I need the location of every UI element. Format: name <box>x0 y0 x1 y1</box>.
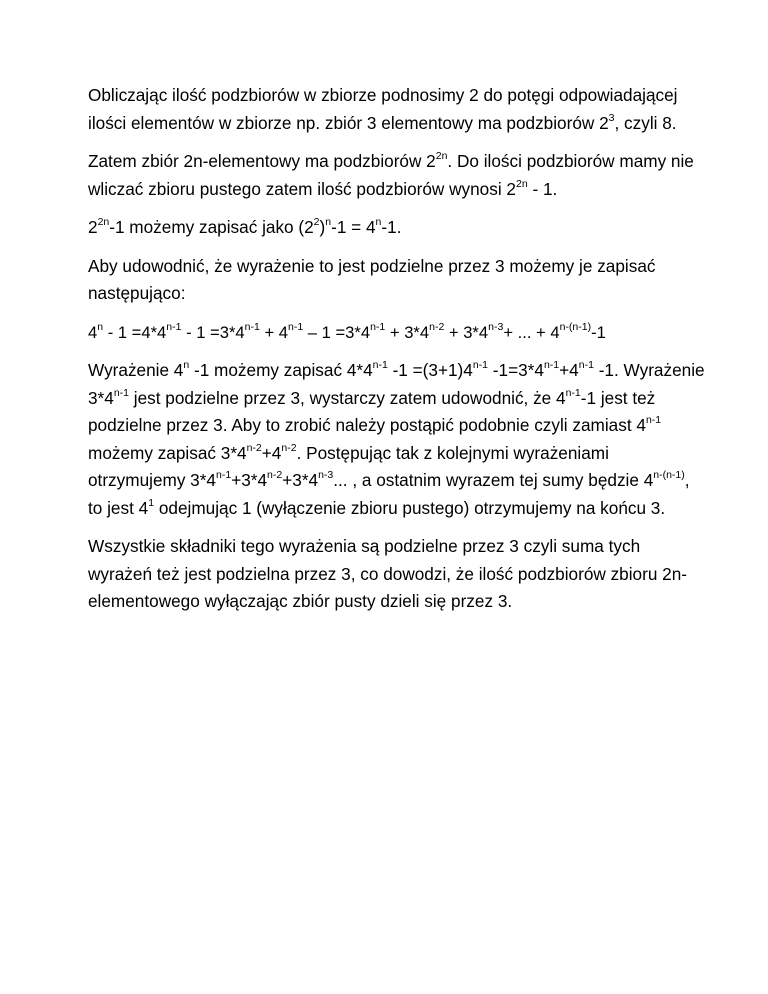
superscript: n <box>183 359 190 372</box>
text-run: -1 = 4 <box>331 217 376 237</box>
text-run: -1 możemy zapisać 4*4 <box>189 360 373 380</box>
text-run: -1 jest też podzielne przez 3. Aby to zrobić należy postąpić podobnie czyli zamiast 4 <box>88 387 656 435</box>
text-run: -1. Wyrażenie 3*4 <box>88 360 705 408</box>
superscript: 2n <box>515 177 528 190</box>
superscript: n-1 <box>372 359 388 372</box>
text-run: + 3*4 <box>444 322 489 342</box>
superscript: 2n <box>435 150 448 163</box>
superscript: n-(n-1) <box>653 469 685 482</box>
paragraph-2n-set <box>88 148 708 203</box>
text-run: Obliczając ilość podzbiorów w zbiorze podnosimy 2 do potęgi odpowiadającej ilości elementów w zbiorze np. zbiór 3 elementowy ma podzbiorów 2 <box>88 85 678 133</box>
superscript: n-1 <box>472 359 489 372</box>
text-run: +3*4 <box>282 470 319 490</box>
superscript: n-1 <box>370 320 386 333</box>
superscript: 2n <box>97 216 110 229</box>
text-run: - 1. <box>527 178 558 199</box>
superscript: 3 <box>608 111 615 124</box>
text-run: -1 możemy zapisać jako (2 <box>109 217 314 237</box>
text-run: jest podzielne przez 3, wystarczy zatem udowodnić, że 4 <box>129 387 566 408</box>
text-run: Zatem zbiór 2n-elementowy ma podzbiorów 2 <box>88 151 436 171</box>
text-run: Wszystkie składniki tego wyrażenia są podzielne przez 3 czyli suma tych wyrażeń też jest podzielna przez 3, co dowodzi, że ilość podzbiorów zbioru 2n- elementowego wyłączając zbiór pusty dzieli się przez 3. <box>88 536 688 611</box>
text-run: . Do ilości podzbiorów mamy nie wliczać zbioru pustego zatem ilość podzbiorów wynosi 2 <box>88 151 694 199</box>
text-run: . Postępując tak z kolejnymi wyrażeniami otrzymujemy 3*4 <box>88 442 609 490</box>
superscript: n-1 <box>166 320 182 333</box>
superscript: n <box>375 216 382 229</box>
superscript: n <box>325 216 332 229</box>
superscript: n-1 <box>216 469 232 482</box>
text-run: , to jest 4 <box>88 470 690 518</box>
superscript: n-2 <box>281 441 297 454</box>
paragraph-proof-intro <box>88 253 708 308</box>
superscript: 1 <box>148 496 155 509</box>
paragraph-conclusion <box>88 533 708 616</box>
superscript: n-1 <box>543 359 560 372</box>
text-run: – 1 =3*4 <box>303 322 371 342</box>
text-run: , czyli 8. <box>614 112 677 133</box>
text-run: -1 <box>591 322 606 342</box>
text-run: możemy zapisać 3*4 <box>88 442 247 463</box>
text-run: 4 <box>88 322 98 342</box>
text-run: Wyrażenie 4 <box>88 360 184 380</box>
paragraph-explanation <box>88 357 708 522</box>
superscript: n-1 <box>565 386 581 399</box>
superscript: n-3 <box>318 469 334 482</box>
text-run: + 4 <box>259 322 288 342</box>
paragraph-expansion-formula <box>88 319 708 347</box>
text-run: +4 <box>261 442 282 463</box>
text-run: - 1 =3*4 <box>181 322 245 342</box>
superscript: n-(n-1) <box>559 320 592 333</box>
text-run: + ... + 4 <box>503 322 560 342</box>
superscript: n-1 <box>645 414 662 427</box>
text-run: +4 <box>559 360 579 380</box>
superscript: n-1 <box>244 320 260 333</box>
paragraph-subset-count <box>88 82 708 137</box>
text-run: Aby udowodnić, że wyrażenie to jest podzielne przez 3 możemy je zapisać następująco: <box>88 255 656 303</box>
text-run: +3*4 <box>231 470 268 490</box>
superscript: n <box>97 320 104 333</box>
superscript: n-2 <box>267 469 283 482</box>
superscript: n-1 <box>113 386 129 399</box>
text-run: odejmując 1 (wyłączenie zbioru pustego) otrzymujemy na końcu 3. <box>154 497 666 518</box>
text-run: ... , a ostatnim wyrazem tej sumy będzie 4 <box>333 470 654 490</box>
superscript: n-1 <box>578 359 594 372</box>
superscript: 2 <box>313 216 320 229</box>
text-run: ) <box>319 217 326 237</box>
superscript: n-2 <box>429 320 445 333</box>
text-run: 2 <box>88 217 98 237</box>
superscript: n-2 <box>246 441 262 454</box>
text-run: -1=3*4 <box>488 360 544 380</box>
text-run: -1 =(3+1)4 <box>387 360 473 380</box>
text-run: + 3*4 <box>385 322 430 342</box>
text-run: - 1 =4*4 <box>103 322 167 342</box>
text-run: -1. <box>381 217 402 237</box>
superscript: n-1 <box>288 320 304 333</box>
superscript: n-3 <box>488 320 504 333</box>
paragraph-rewrite <box>88 214 708 242</box>
